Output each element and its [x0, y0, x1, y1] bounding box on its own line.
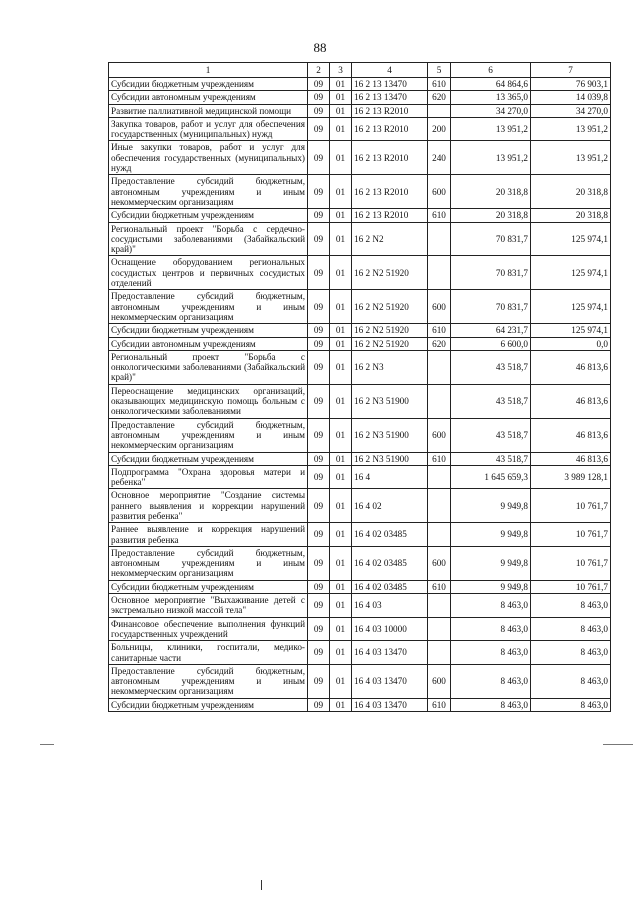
cell-year-1: 70 831,7 [451, 222, 531, 256]
cell-expense-type [428, 256, 451, 290]
page-number: 88 [313, 40, 327, 55]
cell-year-2: 125 974,1 [531, 324, 611, 337]
cell-expense-type: 610 [428, 324, 451, 337]
cell-year-2: 10 761,7 [531, 489, 611, 523]
cell-expense-type: 240 [428, 141, 451, 175]
cell-name: Иные закупки товаров, работ и услуг для обеспечения государственных (муниципальных) нужд [109, 141, 308, 175]
scan-mark [261, 880, 262, 890]
cell-year-1: 43 518,7 [451, 418, 531, 452]
cell-name: Субсидии бюджетным учреждениям [109, 452, 308, 465]
cell-expense-type [428, 104, 451, 117]
cell-name: Субсидии автономным учреждениям [109, 91, 308, 104]
cell-target-article: 16 2 N2 51920 [352, 337, 428, 350]
table-row [109, 546, 611, 580]
cell-subsection: 01 [330, 594, 352, 618]
scan-mark [603, 744, 633, 745]
cell-expense-type: 620 [428, 91, 451, 104]
cell-year-2: 46 813,6 [531, 384, 611, 418]
cell-year-1: 20 318,8 [451, 209, 531, 222]
cell-section: 09 [308, 418, 330, 452]
table-row [109, 523, 611, 547]
cell-section: 09 [308, 523, 330, 547]
cell-target-article: 16 2 13 13470 [352, 78, 428, 91]
cell-section: 09 [308, 337, 330, 350]
cell-subsection: 01 [330, 290, 352, 324]
table-header [109, 63, 611, 78]
column-header-expense-type: 5 [428, 63, 451, 78]
table-row [109, 104, 611, 117]
cell-year-1: 64 864,6 [451, 78, 531, 91]
cell-subsection: 01 [330, 104, 352, 117]
cell-year-1: 70 831,7 [451, 290, 531, 324]
cell-year-1: 8 463,0 [451, 698, 531, 711]
cell-expense-type [428, 350, 451, 384]
cell-year-2: 13 951,2 [531, 141, 611, 175]
cell-year-1: 13 951,2 [451, 141, 531, 175]
cell-year-1: 13 951,2 [451, 117, 531, 141]
cell-year-1: 8 463,0 [451, 664, 531, 698]
cell-section: 09 [308, 580, 330, 593]
scan-mark [40, 744, 54, 745]
cell-subsection: 01 [330, 222, 352, 256]
cell-section: 09 [308, 290, 330, 324]
cell-year-1: 9 949,8 [451, 489, 531, 523]
cell-section: 09 [308, 141, 330, 175]
cell-target-article: 16 2 13 R2010 [352, 117, 428, 141]
cell-subsection: 01 [330, 617, 352, 641]
cell-year-1: 9 949,8 [451, 546, 531, 580]
cell-subsection: 01 [330, 418, 352, 452]
cell-target-article: 16 4 03 [352, 594, 428, 618]
cell-section: 09 [308, 594, 330, 618]
cell-year-1: 43 518,7 [451, 350, 531, 384]
cell-expense-type: 600 [428, 664, 451, 698]
header-row [109, 63, 611, 78]
cell-section: 09 [308, 91, 330, 104]
cell-name: Предоставление субсидий бюджетным, автономным учреждениям и иным некоммерческим организациям [109, 664, 308, 698]
cell-name: Оснащение оборудованием региональных сосудистых центров и первичных сосудистых отделений [109, 256, 308, 290]
cell-expense-type: 200 [428, 117, 451, 141]
cell-subsection: 01 [330, 141, 352, 175]
cell-expense-type: 620 [428, 337, 451, 350]
cell-name: Предоставление субсидий бюджетным, автономным учреждениям и иным некоммерческим организациям [109, 290, 308, 324]
cell-target-article: 16 2 N2 51920 [352, 290, 428, 324]
cell-subsection: 01 [330, 546, 352, 580]
cell-name: Субсидии бюджетным учреждениям [109, 78, 308, 91]
column-header-subsection: 3 [330, 63, 352, 78]
cell-year-2: 46 813,6 [531, 452, 611, 465]
cell-name: Предоставление субсидий бюджетным, автономным учреждениям и иным некоммерческим организациям [109, 418, 308, 452]
cell-name: Региональный проект "Борьба с онкологическими заболеваниями (Забайкальский край)" [109, 350, 308, 384]
cell-year-2: 125 974,1 [531, 290, 611, 324]
cell-expense-type: 600 [428, 546, 451, 580]
table-row [109, 256, 611, 290]
cell-section: 09 [308, 256, 330, 290]
cell-target-article: 16 2 13 13470 [352, 91, 428, 104]
cell-subsection: 01 [330, 175, 352, 209]
cell-year-2: 8 463,0 [531, 664, 611, 698]
cell-section: 09 [308, 350, 330, 384]
cell-name: Субсидии бюджетным учреждениям [109, 209, 308, 222]
cell-year-1: 43 518,7 [451, 384, 531, 418]
cell-year-1: 1 645 659,3 [451, 465, 531, 489]
cell-year-1: 34 270,0 [451, 104, 531, 117]
cell-target-article: 16 2 N3 51900 [352, 452, 428, 465]
table-row [109, 337, 611, 350]
cell-name: Раннее выявление и коррекция нарушений развития ребенка [109, 523, 308, 547]
cell-subsection: 01 [330, 78, 352, 91]
cell-expense-type: 600 [428, 175, 451, 209]
table-row [109, 117, 611, 141]
cell-year-2: 46 813,6 [531, 418, 611, 452]
cell-section: 09 [308, 546, 330, 580]
cell-year-2: 8 463,0 [531, 594, 611, 618]
cell-section: 09 [308, 489, 330, 523]
cell-year-1: 20 318,8 [451, 175, 531, 209]
cell-name: Подпрограмма "Охрана здоровья матери и ребенка" [109, 465, 308, 489]
table-row [109, 175, 611, 209]
cell-year-1: 43 518,7 [451, 452, 531, 465]
cell-subsection: 01 [330, 117, 352, 141]
cell-expense-type [428, 465, 451, 489]
table-row [109, 641, 611, 665]
cell-year-2: 34 270,0 [531, 104, 611, 117]
cell-name: Основное мероприятие "Создание системы раннего выявления и коррекции нарушений развития ребенка" [109, 489, 308, 523]
cell-section: 09 [308, 384, 330, 418]
cell-section: 09 [308, 78, 330, 91]
cell-expense-type: 600 [428, 418, 451, 452]
cell-expense-type [428, 617, 451, 641]
cell-year-2: 14 039,8 [531, 91, 611, 104]
table-row [109, 324, 611, 337]
cell-year-2: 10 761,7 [531, 523, 611, 547]
cell-year-2: 8 463,0 [531, 617, 611, 641]
cell-subsection: 01 [330, 91, 352, 104]
cell-subsection: 01 [330, 209, 352, 222]
cell-year-2: 125 974,1 [531, 222, 611, 256]
budget-table [108, 62, 611, 712]
cell-subsection: 01 [330, 523, 352, 547]
table-row [109, 418, 611, 452]
cell-section: 09 [308, 104, 330, 117]
table-row [109, 580, 611, 593]
cell-subsection: 01 [330, 350, 352, 384]
cell-expense-type [428, 523, 451, 547]
cell-name: Финансовое обеспечение выполнения функций государственных учреждений [109, 617, 308, 641]
cell-expense-type: 610 [428, 580, 451, 593]
cell-expense-type: 610 [428, 78, 451, 91]
table-row [109, 664, 611, 698]
table-row [109, 465, 611, 489]
cell-expense-type [428, 222, 451, 256]
cell-name: Основное мероприятие "Выхаживание детей с экстремально низкой массой тела" [109, 594, 308, 618]
cell-target-article: 16 2 13 R2010 [352, 141, 428, 175]
table-row [109, 141, 611, 175]
cell-subsection: 01 [330, 489, 352, 523]
cell-year-1: 64 231,7 [451, 324, 531, 337]
cell-section: 09 [308, 175, 330, 209]
cell-name: Закупка товаров, работ и услуг для обеспечения государственных (муниципальных) нужд [109, 117, 308, 141]
cell-subsection: 01 [330, 256, 352, 290]
cell-target-article: 16 2 N3 51900 [352, 384, 428, 418]
cell-subsection: 01 [330, 641, 352, 665]
column-header-target-article: 4 [352, 63, 428, 78]
cell-expense-type [428, 384, 451, 418]
cell-target-article: 16 2 N2 51920 [352, 324, 428, 337]
cell-expense-type: 610 [428, 209, 451, 222]
cell-target-article: 16 4 02 03485 [352, 523, 428, 547]
cell-subsection: 01 [330, 452, 352, 465]
cell-subsection: 01 [330, 324, 352, 337]
cell-subsection: 01 [330, 465, 352, 489]
table-row [109, 290, 611, 324]
column-header-year-1: 6 [451, 63, 531, 78]
cell-subsection: 01 [330, 698, 352, 711]
cell-year-2: 8 463,0 [531, 641, 611, 665]
cell-year-1: 8 463,0 [451, 641, 531, 665]
table-row [109, 78, 611, 91]
cell-target-article: 16 4 02 03485 [352, 546, 428, 580]
cell-expense-type: 610 [428, 452, 451, 465]
cell-expense-type: 600 [428, 290, 451, 324]
table-row [109, 698, 611, 711]
cell-name: Развитие паллиативной медицинской помощи [109, 104, 308, 117]
cell-section: 09 [308, 222, 330, 256]
cell-target-article: 16 2 N2 [352, 222, 428, 256]
cell-name: Региональный проект "Борьба с сердечно-сосудистыми заболеваниями (Забайкальский край)" [109, 222, 308, 256]
cell-name: Субсидии бюджетным учреждениям [109, 698, 308, 711]
cell-target-article: 16 4 03 13470 [352, 698, 428, 711]
cell-section: 09 [308, 641, 330, 665]
cell-target-article: 16 2 13 R2010 [352, 104, 428, 117]
table-row [109, 452, 611, 465]
cell-target-article: 16 2 N3 51900 [352, 418, 428, 452]
cell-year-1: 8 463,0 [451, 617, 531, 641]
cell-section: 09 [308, 117, 330, 141]
cell-section: 09 [308, 664, 330, 698]
cell-subsection: 01 [330, 337, 352, 350]
cell-section: 09 [308, 465, 330, 489]
cell-target-article: 16 4 03 10000 [352, 617, 428, 641]
cell-year-2: 20 318,8 [531, 175, 611, 209]
column-header-year-2: 7 [531, 63, 611, 78]
cell-year-1: 6 600,0 [451, 337, 531, 350]
cell-year-2: 10 761,7 [531, 580, 611, 593]
table-row [109, 91, 611, 104]
table-row [109, 384, 611, 418]
cell-subsection: 01 [330, 580, 352, 593]
table-row [109, 617, 611, 641]
cell-expense-type [428, 641, 451, 665]
cell-section: 09 [308, 617, 330, 641]
cell-year-2: 20 318,8 [531, 209, 611, 222]
cell-name: Субсидии автономным учреждениям [109, 337, 308, 350]
cell-expense-type [428, 594, 451, 618]
cell-year-1: 9 949,8 [451, 523, 531, 547]
cell-name: Переоснащение медицинских организаций, оказывающих медицинскую помощь больным с онкологическими заболеваниями [109, 384, 308, 418]
cell-year-2: 13 951,2 [531, 117, 611, 141]
cell-target-article: 16 4 [352, 465, 428, 489]
cell-name: Субсидии бюджетным учреждениям [109, 324, 308, 337]
cell-year-2: 125 974,1 [531, 256, 611, 290]
cell-year-2: 76 903,1 [531, 78, 611, 91]
cell-year-2: 46 813,6 [531, 350, 611, 384]
table-row [109, 350, 611, 384]
cell-year-2: 3 989 128,1 [531, 465, 611, 489]
cell-name: Субсидии бюджетным учреждениям [109, 580, 308, 593]
cell-target-article: 16 4 02 [352, 489, 428, 523]
cell-subsection: 01 [330, 384, 352, 418]
cell-year-2: 0,0 [531, 337, 611, 350]
cell-year-2: 10 761,7 [531, 546, 611, 580]
cell-section: 09 [308, 452, 330, 465]
cell-section: 09 [308, 698, 330, 711]
cell-target-article: 16 2 13 R2010 [352, 175, 428, 209]
table-row [109, 594, 611, 618]
cell-target-article: 16 4 03 13470 [352, 664, 428, 698]
cell-target-article: 16 2 N3 [352, 350, 428, 384]
cell-year-1: 70 831,7 [451, 256, 531, 290]
cell-year-1: 13 365,0 [451, 91, 531, 104]
table-row [109, 489, 611, 523]
cell-year-2: 8 463,0 [531, 698, 611, 711]
table-row [109, 222, 611, 256]
table-row [109, 209, 611, 222]
cell-expense-type: 610 [428, 698, 451, 711]
cell-name: Предоставление субсидий бюджетным, автономным учреждениям и иным некоммерческим организациям [109, 546, 308, 580]
cell-section: 09 [308, 324, 330, 337]
cell-subsection: 01 [330, 664, 352, 698]
cell-name: Больницы, клиники, госпитали, медико-санитарные части [109, 641, 308, 665]
table-body [109, 78, 611, 712]
cell-target-article: 16 2 N2 51920 [352, 256, 428, 290]
cell-name: Предоставление субсидий бюджетным, автономным учреждениям и иным некоммерческим организациям [109, 175, 308, 209]
cell-year-1: 9 949,8 [451, 580, 531, 593]
cell-section: 09 [308, 209, 330, 222]
cell-year-1: 8 463,0 [451, 594, 531, 618]
cell-target-article: 16 4 03 13470 [352, 641, 428, 665]
column-header-section: 2 [308, 63, 330, 78]
column-header-name: 1 [109, 63, 308, 78]
cell-target-article: 16 2 13 R2010 [352, 209, 428, 222]
cell-expense-type [428, 489, 451, 523]
cell-target-article: 16 4 02 03485 [352, 580, 428, 593]
